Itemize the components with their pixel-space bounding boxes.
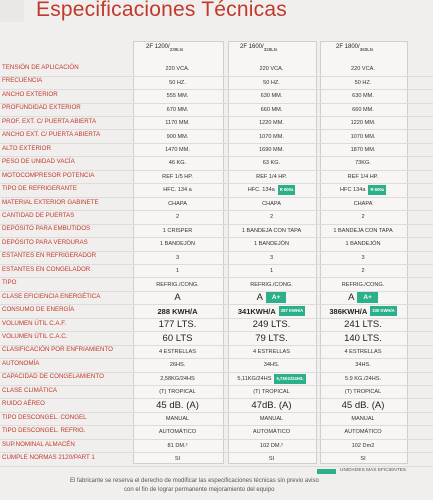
- spec-value-model-1: [133, 278, 222, 291]
- spec-value-model-1: [133, 238, 222, 251]
- model-capacity: 239Lts: [169, 47, 184, 52]
- spec-value: 81 DM.²: [167, 442, 188, 449]
- spec-value: 630 MM.: [352, 93, 374, 100]
- spec-value-model-3: [320, 265, 406, 278]
- spec-row: [0, 211, 433, 225]
- spec-row: [0, 103, 433, 117]
- spec-value: 1470 MM.: [165, 147, 190, 154]
- spec-value: 50 HZ.: [169, 79, 186, 86]
- spec-value-model-3: [320, 144, 406, 157]
- spec-value-model-1: [133, 184, 222, 197]
- spec-value-model-1: [133, 63, 222, 76]
- spec-value-model-2: [228, 184, 315, 197]
- spec-row: [0, 372, 433, 386]
- spec-value: A: [348, 292, 355, 304]
- spec-value-model-1: [133, 76, 222, 89]
- spec-label: SUP.NOMINAL ALMACÉN: [2, 440, 75, 448]
- spec-label: RUIDO AÉREO: [2, 400, 45, 408]
- spec-value-model-3: [320, 292, 406, 305]
- spec-row: [0, 171, 433, 185]
- spec-value: SI: [360, 456, 366, 463]
- spec-value: 102 Dm2: [351, 442, 375, 449]
- spec-value: 102 DM.²: [259, 442, 283, 449]
- spec-value: SI: [174, 456, 181, 463]
- spec-value-model-3: [320, 103, 406, 116]
- spec-value: 63 KG.: [262, 160, 281, 167]
- spec-value: 3: [269, 254, 274, 261]
- spec-value-model-2: [228, 372, 315, 385]
- spec-value-model-1: [133, 292, 222, 305]
- spec-value-model-2: [228, 76, 315, 89]
- spec-value-model-2: [228, 130, 315, 143]
- spec-value: 4 ESTRELLAS: [344, 348, 382, 355]
- spec-value: 5.9 KG./24HS.: [344, 375, 382, 382]
- spec-row: [0, 238, 433, 252]
- spec-value-model-1: [133, 265, 222, 278]
- spec-value-model-3: [320, 184, 406, 197]
- spec-value-model-2: [228, 251, 315, 264]
- spec-value-model-2: [228, 453, 315, 466]
- spec-value: 288 KWH/A: [157, 306, 198, 316]
- spec-label: CONSUMO DE ENERGÍA: [2, 306, 75, 314]
- efficiency-badge: 287 KWH/A: [279, 306, 305, 316]
- spec-value: MANUAL: [351, 416, 375, 423]
- spec-row: [0, 292, 433, 306]
- spec-value: CHAPA: [168, 200, 187, 207]
- spec-value-model-2: [228, 440, 315, 453]
- spec-label: DEPÓSITO PARA VERDURAS: [2, 238, 88, 246]
- spec-value-model-2: [228, 157, 315, 170]
- spec-value-model-1: [133, 130, 222, 143]
- spec-value-model-1: [133, 440, 222, 453]
- spec-value-model-3: [320, 251, 406, 264]
- spec-value-model-2: [228, 63, 315, 76]
- spec-value: 3: [175, 254, 180, 261]
- spec-value: 1 BANDEJÓN: [345, 241, 381, 248]
- model-name: 2F 1200: [146, 44, 169, 50]
- spec-value-model-1: [133, 90, 222, 103]
- spec-value-model-2: [228, 198, 315, 211]
- spec-value-model-1: [133, 198, 222, 211]
- spec-value-model-2: [228, 117, 315, 130]
- spec-value: HFC 134a: [339, 187, 366, 194]
- spec-row: [0, 359, 433, 373]
- spec-value-model-1: [133, 453, 222, 466]
- spec-label: CLASIFICACIÓN POR ENFRIAMIENTO: [2, 346, 113, 354]
- spec-value-model-2: [228, 305, 315, 318]
- spec-value: 1220 MM.: [350, 120, 376, 127]
- spec-label: VOLUMEN ÚTIL C.A.C.: [2, 333, 68, 340]
- spec-value-model-3: [320, 211, 406, 224]
- spec-label: ANCHO EXTERIOR: [2, 90, 58, 98]
- spec-value-model-3: [320, 224, 406, 237]
- spec-value-model-1: [133, 144, 222, 157]
- spec-row: [0, 413, 433, 427]
- spec-row: [0, 198, 433, 212]
- model-name: 2F 1800: [336, 44, 359, 50]
- spec-value-model-1: [133, 345, 222, 358]
- spec-row: [0, 90, 433, 104]
- spec-value: 900 MM.: [166, 133, 189, 140]
- spec-label: CLASE EFICIENCIA ENERGÉTICA: [2, 292, 101, 300]
- spec-row: [0, 426, 433, 440]
- spec-value: 1 BANDEJÓN: [159, 241, 196, 248]
- spec-value-model-3: [320, 399, 406, 412]
- spec-value: 1 BANDEJA CON TAPA: [241, 227, 302, 234]
- spec-value: AUTOMÁTICO: [252, 429, 291, 436]
- efficiency-badge: 330 KWH/A: [370, 306, 396, 316]
- spec-value-model-3: [320, 157, 406, 170]
- spec-label: TIPO DESCONGEL. REFRIG.: [2, 427, 86, 435]
- spec-label: PROFUNDIDAD EXTERIOR: [2, 104, 81, 112]
- spec-value-model-3: [320, 238, 406, 251]
- footer-note-line-1: El fabricante se reserva el derecho de modificar las especificaciones técnicas sin previo aviso: [70, 478, 319, 484]
- spec-value-model-2: [228, 103, 315, 116]
- spec-value-model-2: [228, 171, 315, 184]
- model-header-3: 2F $1800/_{360Lts}$: [336, 44, 374, 52]
- spec-value-model-2: [228, 426, 315, 439]
- spec-value-model-1: [133, 319, 222, 332]
- efficiency-legend-label: UNIDADES MAS EFICIENTES: [340, 468, 407, 473]
- spec-label: CUMPLE NORMAS 2120/PART 1: [2, 454, 95, 462]
- efficiency-badge: R 600a: [368, 185, 386, 195]
- spec-label: VOLUMEN ÚTIL C.A.F.: [2, 319, 67, 327]
- spec-label: CLASE CLIMÁTICA: [2, 386, 58, 394]
- spec-value: 3: [361, 254, 365, 261]
- spec-value-model-1: [133, 332, 222, 345]
- spec-row: [0, 157, 433, 171]
- model-name: 2F 1600: [240, 44, 263, 50]
- spec-value-model-2: [228, 332, 315, 345]
- spec-value: 2: [175, 214, 180, 221]
- spec-row: [0, 224, 433, 238]
- spec-label: AUTONOMÍA: [2, 359, 40, 367]
- spec-value-model-2: [228, 386, 315, 399]
- spec-row: [0, 76, 433, 90]
- spec-value: 2: [361, 268, 365, 275]
- spec-value-model-2: [228, 399, 315, 412]
- spec-value: HFC. 134 a: [163, 187, 192, 194]
- spec-row: [0, 319, 433, 333]
- spec-row: [0, 117, 433, 131]
- efficiency-badge: A+: [266, 292, 287, 303]
- spec-value-model-2: [228, 345, 315, 358]
- spec-value: 47dB. (A): [251, 400, 292, 412]
- spec-label: CAPACIDAD DE CONGELAMIENTO: [2, 373, 104, 381]
- spec-value: 34HS.: [355, 362, 371, 369]
- spec-value-model-2: [228, 238, 315, 251]
- spec-value: 60 LTS: [162, 332, 193, 344]
- spec-label: ESTANTES EN REFRIGERADOR: [2, 252, 97, 260]
- spec-value-model-2: [228, 413, 315, 426]
- spec-value-model-1: [133, 305, 222, 318]
- spec-label: DEPÓSITO PARA EMBUTIDOS: [2, 225, 91, 233]
- spec-value-model-3: [320, 372, 406, 385]
- spec-value-model-3: [320, 426, 406, 439]
- spec-value-model-2: [228, 319, 315, 332]
- spec-value: 1220 MM.: [259, 120, 284, 127]
- spec-value: 660 MM.: [352, 106, 374, 113]
- spec-value-model-3: [320, 305, 406, 318]
- spec-row: [0, 130, 433, 144]
- spec-value-model-3: [320, 319, 406, 332]
- spec-value-model-3: [320, 453, 406, 466]
- spec-value: 386KWH/A: [329, 306, 368, 316]
- spec-value: 4 ESTRELLAS: [159, 348, 196, 355]
- spec-row: [0, 440, 433, 454]
- spec-row: [0, 265, 433, 279]
- spec-value-model-3: [320, 76, 406, 89]
- spec-value: 1170 MM.: [165, 120, 190, 127]
- spec-label: ESTANTES EN CONGELADOR: [2, 265, 91, 273]
- spec-value: REFRIG./CONG.: [156, 281, 199, 288]
- spec-value: CHAPA: [353, 200, 373, 207]
- spec-value: 1070 MM.: [350, 133, 376, 140]
- spec-value: REF 1/4 HP.: [347, 173, 379, 180]
- spec-value-model-2: [228, 359, 315, 372]
- spec-row: [0, 332, 433, 346]
- spec-value-model-1: [133, 359, 222, 372]
- spec-label: ANCHO EXT. C/ PUERTA ABIERTA: [2, 131, 101, 139]
- spec-value: 1: [269, 268, 274, 275]
- spec-label: TENSIÓN DE APLICACIÓN: [2, 64, 79, 71]
- spec-value-model-1: [133, 372, 222, 385]
- spec-row: [0, 305, 433, 319]
- spec-value: A: [174, 292, 181, 304]
- spec-value-model-1: [133, 413, 222, 426]
- spec-value-model-1: [133, 426, 222, 439]
- spec-value-model-3: [320, 278, 406, 291]
- spec-row: [0, 453, 433, 467]
- efficiency-badge: R 600a: [278, 185, 296, 195]
- spec-value-model-2: [228, 292, 315, 305]
- spec-value: 1 BANDEJÓN: [253, 241, 290, 248]
- spec-value: 1070 MM.: [259, 133, 284, 140]
- spec-label: PESO DE UNIDAD VACÍA: [2, 158, 75, 166]
- spec-value: MANUAL: [165, 416, 190, 423]
- spec-value: 1: [175, 268, 180, 275]
- corner-decoration: [0, 0, 24, 22]
- spec-value-model-3: [320, 198, 406, 211]
- spec-value: AUTOMÁTICO: [344, 429, 382, 436]
- spec-value-model-3: [320, 386, 406, 399]
- spec-value: (T) TROPICAL: [253, 389, 290, 396]
- spec-label: MATERIAL EXTERIOR GABINETE: [2, 198, 99, 206]
- spec-label: TIPO DE REFRIGERANTE: [2, 185, 77, 193]
- model-header-2: 2F $1600/_{328Lts}$: [240, 44, 278, 52]
- spec-value: 341KWH/A: [237, 306, 276, 316]
- spec-value: 34HS.: [263, 362, 280, 369]
- model-header-1: 2F $1200/_{239Lts}$: [146, 44, 184, 52]
- spec-value-model-3: [320, 117, 406, 130]
- spec-value: 2: [269, 214, 274, 221]
- spec-label: FRECUENCIA: [2, 77, 43, 85]
- spec-value: 50 HZ.: [263, 79, 280, 86]
- spec-value-model-3: [320, 171, 406, 184]
- spec-value: 50 HZ.: [354, 79, 372, 86]
- spec-value-model-2: [228, 265, 315, 278]
- spec-value-model-3: [320, 413, 406, 426]
- spec-value-model-3: [320, 332, 406, 345]
- spec-value: 45 dB. (A): [341, 400, 385, 412]
- page-title: Especificaciones Técnicas: [36, 0, 287, 21]
- spec-value-model-1: [133, 224, 222, 237]
- spec-row: [0, 251, 433, 265]
- spec-value-model-2: [228, 278, 315, 291]
- spec-value: 5,11KG/24HS: [237, 375, 272, 382]
- spec-value: HFC. 134a: [247, 187, 275, 194]
- spec-value: 670 MM.: [166, 106, 189, 113]
- spec-value: REFRIG./CONG.: [341, 281, 385, 288]
- spec-label: ALTO EXTERIOR: [2, 144, 51, 152]
- spec-row: [0, 63, 433, 77]
- spec-value-model-2: [228, 144, 315, 157]
- spec-value-model-2: [228, 211, 315, 224]
- model-capacity: 328Lts: [263, 47, 278, 52]
- spec-value-model-1: [133, 117, 222, 130]
- spec-value: 4 ESTRELLAS: [253, 348, 290, 355]
- spec-value: 1870 MM.: [350, 147, 376, 154]
- spec-label: TIPO: [2, 279, 17, 287]
- spec-value: 1 CRISPER: [162, 227, 193, 234]
- spec-value-model-3: [320, 345, 406, 358]
- spec-value-model-3: [320, 359, 406, 372]
- spec-value: 1 BANDEJA CON TAPA: [333, 227, 393, 234]
- spec-row: [0, 399, 433, 413]
- spec-row: [0, 144, 433, 158]
- spec-value: 220 VCA.: [351, 66, 375, 73]
- spec-value: 45 dB. (A): [156, 400, 199, 412]
- spec-value: CHAPA: [262, 200, 281, 207]
- spec-value: REF 1/5 HP.: [162, 173, 193, 180]
- spec-value-model-1: [133, 103, 222, 116]
- spec-value: 220 VCA.: [165, 66, 190, 73]
- spec-value: REFRIG./CONG.: [250, 281, 293, 288]
- spec-value-model-1: [133, 399, 222, 412]
- spec-value: 555 MM.: [166, 93, 189, 100]
- spec-value: (T) TROPICAL: [159, 389, 196, 396]
- efficiency-badge: A+: [357, 292, 378, 303]
- efficiency-badge: 5,73KG/24HS.: [274, 374, 305, 384]
- spec-value: 140 LTS.: [344, 332, 382, 344]
- spec-row: [0, 386, 433, 400]
- spec-value: 46 KG.: [168, 160, 187, 167]
- spec-value: MANUAL: [259, 416, 284, 423]
- spec-value-model-2: [228, 224, 315, 237]
- spec-value: 2,58KG/24HS: [160, 375, 195, 382]
- spec-row: [0, 278, 433, 292]
- spec-value-model-3: [320, 130, 406, 143]
- model-capacity: 360Lts: [359, 47, 374, 52]
- spec-label: MOTOCOMPRESOR POTENCIA: [2, 171, 95, 179]
- spec-value: SI: [268, 456, 275, 463]
- spec-value-model-3: [320, 63, 406, 76]
- spec-value-model-1: [133, 171, 222, 184]
- spec-value-model-3: [320, 440, 406, 453]
- spec-value-model-2: [228, 90, 315, 103]
- spec-value-model-1: [133, 157, 222, 170]
- footer-note-line-2: con el fin de lograr permanente mejoramiento del equipo: [124, 487, 275, 493]
- spec-value: 73KG.: [355, 160, 371, 167]
- spec-value: 26HS.: [169, 362, 186, 369]
- spec-row: [0, 184, 433, 198]
- spec-label: PROF. EXT. C/ PUERTA ABIERTA: [2, 117, 97, 125]
- efficiency-legend-swatch: [317, 469, 336, 474]
- spec-value: 1690 MM.: [259, 147, 284, 154]
- spec-value-model-1: [133, 386, 222, 399]
- spec-value: A: [256, 292, 263, 304]
- spec-value: AUTOMÁTICO: [158, 429, 197, 436]
- spec-value: 220 VCA.: [259, 66, 284, 73]
- spec-value: 660 MM.: [260, 106, 283, 113]
- spec-value: 241 LTS.: [344, 319, 382, 331]
- spec-value: 630 MM.: [260, 93, 283, 100]
- spec-value-model-3: [320, 90, 406, 103]
- spec-label: TIPO DESCONGEL. CONGEL: [2, 413, 87, 421]
- spec-value-model-1: [133, 251, 222, 264]
- spec-value: REF 1/4 HP.: [256, 173, 287, 180]
- spec-value: 2: [361, 214, 365, 221]
- spec-value: 177 LTS.: [158, 319, 197, 331]
- spec-row: [0, 345, 433, 359]
- spec-value: (T) TROPICAL: [344, 389, 382, 396]
- spec-label: CANTIDAD DE PUERTAS: [2, 211, 75, 219]
- spec-value: 249 LTS.: [252, 319, 291, 331]
- spec-value: 79 LTS.: [255, 332, 288, 344]
- spec-value-model-1: [133, 211, 222, 224]
